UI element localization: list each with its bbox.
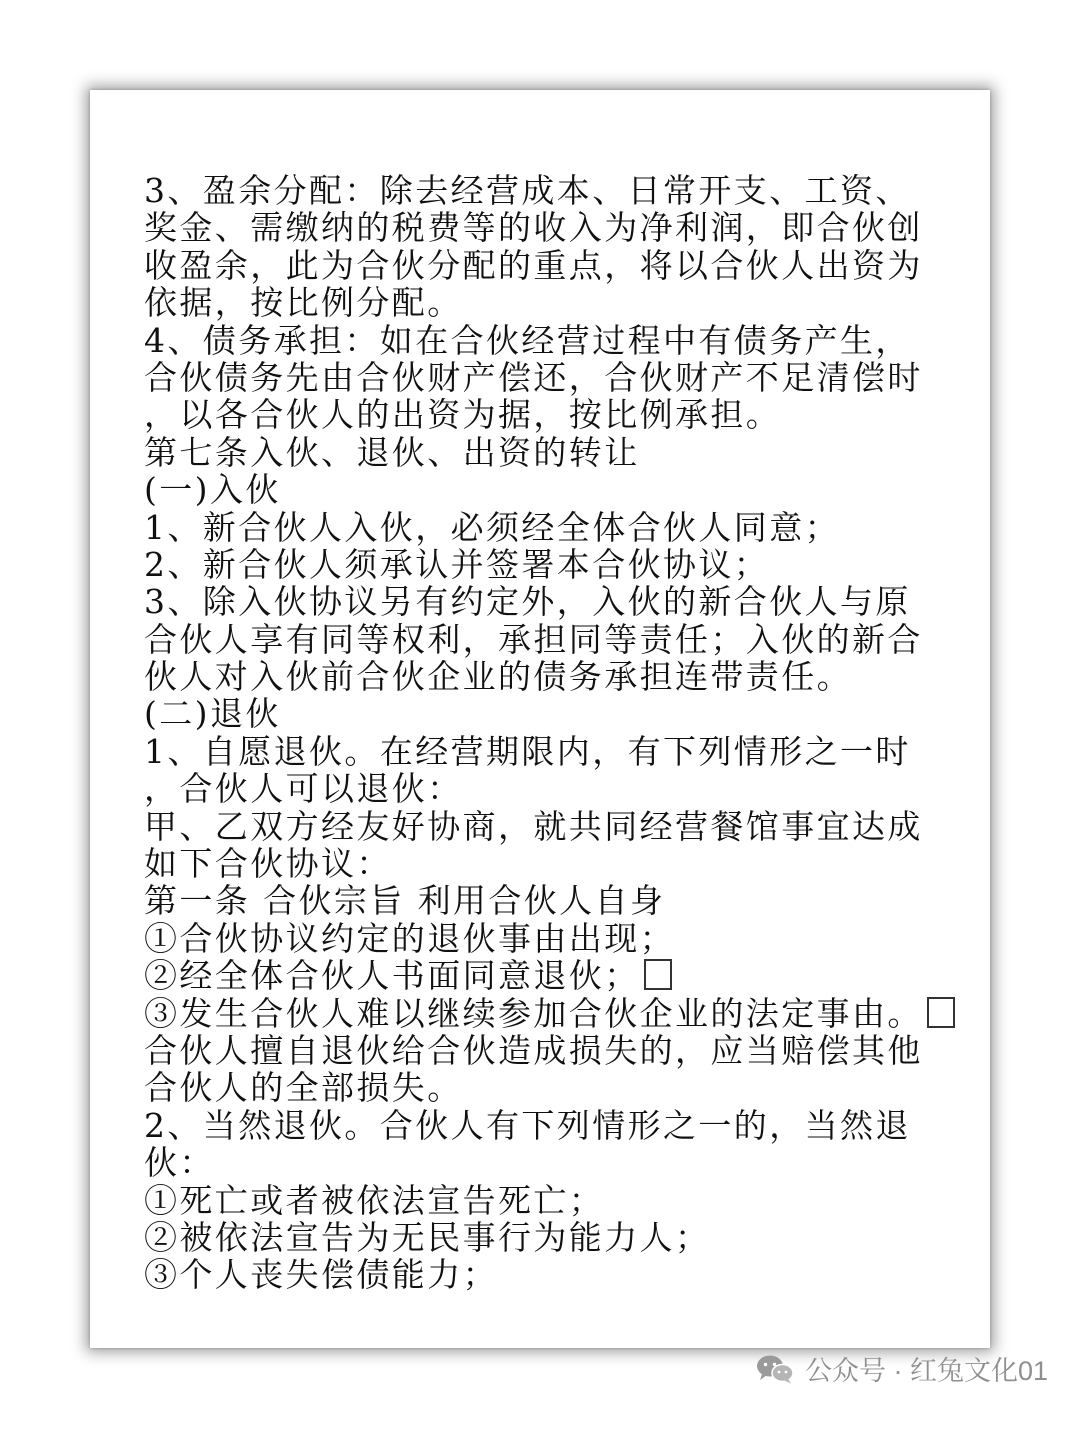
text-line: ，合伙人可以退伙： [144, 769, 463, 809]
text-line: 合伙人的全部损失。 [144, 1068, 463, 1108]
text-line: 2、当然退伙。合伙人有下列情形之一的，当然退 [144, 1105, 911, 1145]
text-line: 3、除入伙协议另有约定外，入伙的新合伙人与原 [144, 582, 911, 622]
subsection-heading: (一)入伙 [144, 470, 281, 510]
subsection-heading: (二)退伙 [144, 694, 281, 734]
text-line: 1、新合伙人入伙，必须经全体合伙人同意； [144, 507, 840, 547]
text-line: 收盈余，此为合伙分配的重点，将以合伙人出资为 [144, 245, 923, 285]
text-line: ，以各合伙人的出资为据，按比例承担。 [144, 395, 782, 435]
document-page [90, 90, 990, 1348]
watermark [755, 1349, 1048, 1388]
text-line: 伙人对入伙前合伙企业的债务承担连带责任。 [144, 657, 852, 697]
section-heading: 第七条入伙、退伙、出资的转让 [144, 432, 640, 472]
text-line: 合伙人擅自退伙给合伙造成损失的，应当赔偿其他 [144, 1030, 923, 1070]
text-line: ②被依法宣告为无民事行为能力人； [144, 1217, 711, 1257]
text-line: 3、盈余分配：除去经营成本、日常开支、工资、 [144, 171, 911, 210]
text-line [144, 995, 944, 1032]
text-line: 2、新合伙人须承认并签署本合伙协议； [144, 544, 770, 584]
line-text: ②经全体合伙人书面同意退伙； [144, 956, 640, 996]
text-line: 合伙债务先由合伙财产偿还，合伙财产不足清偿时 [144, 357, 923, 397]
text-line: 4、债务承担：如在合伙经营过程中有债务产生， [144, 320, 911, 360]
text-line: ①死亡或者被依法宣告死亡； [144, 1180, 605, 1220]
text-line: 合伙人享有同等权利，承担同等责任；入伙的新合 [144, 619, 923, 659]
empty-box-glyph [644, 959, 672, 990]
text-line: 第一条 合伙宗旨 利用合伙人自身 [144, 881, 666, 921]
text-line [144, 957, 944, 994]
text-line: ③个人丧失偿债能力； [144, 1255, 498, 1295]
text-line: 甲、乙双方经友好协商，就共同经营餐馆事宜达成 [144, 806, 923, 846]
wechat-icon [755, 1354, 795, 1384]
document-body [144, 172, 944, 1294]
empty-box-glyph [927, 997, 955, 1028]
text-line: ①合伙协议约定的退伙事由出现； [144, 918, 675, 958]
line-text: ③发生合伙人难以继续参加合伙企业的法定事由。 [144, 993, 923, 1033]
text-line: 如下合伙协议： [144, 844, 392, 884]
text-line: 1、自愿退伙。在经营期限内，有下列情形之一时 [144, 731, 911, 771]
text-line: 伙： [144, 1143, 215, 1183]
watermark-text: 公众号 · 红兔文化01 [804, 1356, 1048, 1386]
text-line: 依据，按比例分配。 [144, 283, 463, 323]
text-line: 奖金、需缴纳的税费等的收入为净利润，即合伙创 [144, 208, 923, 248]
